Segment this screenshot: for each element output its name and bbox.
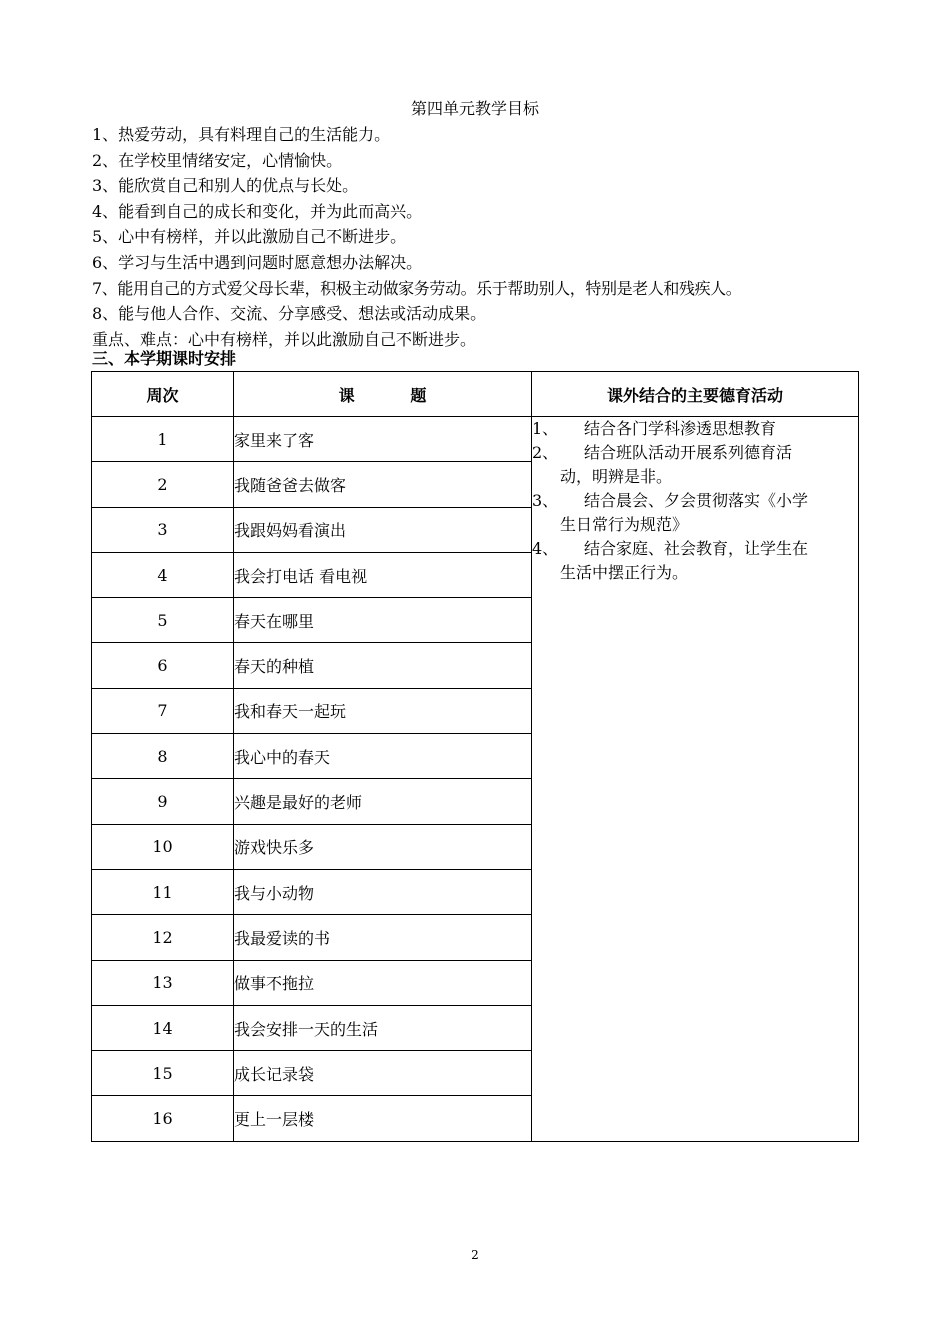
header-topic-text: 课 题: [338, 385, 427, 405]
week-cell: 8: [92, 734, 234, 779]
activity-text-cont: 生日常行为规范》: [560, 515, 689, 534]
activity-item: [532, 489, 858, 537]
goal-item: 6、学习与生活中遇到问题时愿意想办法解决。: [92, 252, 423, 272]
goal-item: 7、能用自己的方式爱父母长辈，积极主动做家务劳动。乐于帮助别人，特别是老人和残疾人。: [92, 278, 742, 298]
week-cell: 14: [92, 1005, 234, 1050]
activity-text: 结合家庭、社会教育，让学生在: [584, 539, 809, 558]
topic-cell: 我随爸爸去做客: [234, 462, 532, 507]
topic-cell: 游戏快乐多: [234, 824, 532, 869]
activity-text: 结合班队活动开展系列德育活: [584, 443, 793, 462]
table-row: [92, 417, 859, 462]
activity-number: 2、: [532, 443, 559, 462]
goal-item: 5、心中有榜样，并以此激励自己不断进步。: [92, 227, 407, 247]
topic-cell: 我与小动物: [234, 869, 532, 914]
activity-item: [532, 537, 858, 585]
week-cell: 7: [92, 688, 234, 733]
activity-text-cont: 动，明辨是非。: [560, 467, 673, 486]
week-cell: 12: [92, 915, 234, 960]
week-cell: 10: [92, 824, 234, 869]
key-points: 重点、难点：心中有榜样，并以此激励自己不断进步。: [92, 329, 477, 349]
week-cell: 1: [92, 417, 234, 462]
topic-cell: 家里来了客: [234, 417, 532, 462]
topic-cell: 我和春天一起玩: [234, 688, 532, 733]
topic-cell: 我最爱读的书: [234, 915, 532, 960]
goal-item: 8、能与他人合作、交流、分享感受、想法或活动成果。: [92, 304, 487, 324]
section-heading: 三、本学期课时安排: [92, 349, 237, 368]
topic-cell: 春天在哪里: [234, 598, 532, 643]
week-cell: 16: [92, 1096, 234, 1141]
week-cell: 4: [92, 552, 234, 597]
week-cell: 2: [92, 462, 234, 507]
goal-item: 3、能欣赏自己和别人的优点与长处。: [92, 176, 359, 196]
activity-number: 3、: [532, 491, 559, 510]
topic-cell: 成长记录袋: [234, 1051, 532, 1096]
week-cell: 13: [92, 960, 234, 1005]
week-cell: 11: [92, 869, 234, 914]
header-activities: 课外结合的主要德育活动: [532, 372, 859, 417]
activity-text: 结合各门学科渗透思想教育: [584, 419, 777, 438]
topic-cell: 我会安排一天的生活: [234, 1005, 532, 1050]
page-number: 2: [471, 1248, 479, 1262]
topic-cell: 我心中的春天: [234, 734, 532, 779]
week-cell: 3: [92, 507, 234, 552]
week-cell: 15: [92, 1051, 234, 1096]
activity-text: 结合晨会、夕会贯彻落实《小学: [584, 491, 809, 510]
topic-cell: 兴趣是最好的老师: [234, 779, 532, 824]
table-header-row: [92, 372, 859, 417]
week-cell: 9: [92, 779, 234, 824]
activity-text-cont: 生活中摆正行为。: [560, 563, 689, 582]
activity-item: [532, 441, 858, 489]
week-cell: 5: [92, 598, 234, 643]
activity-number: 1、: [532, 419, 559, 438]
goal-item: 1、热爱劳动，具有料理自己的生活能力。: [92, 125, 391, 144]
goal-item: 4、能看到自己的成长和变化，并为此而高兴。: [92, 201, 423, 221]
topic-cell: 更上一层楼: [234, 1096, 532, 1141]
goals-list: [92, 122, 882, 352]
activities-list: [532, 417, 858, 585]
activities-cell: [532, 417, 859, 1142]
header-week: 周次: [92, 372, 234, 417]
topic-cell: 春天的种植: [234, 643, 532, 688]
activity-item: [532, 417, 858, 441]
week-cell: 6: [92, 643, 234, 688]
unit-title: 第四单元教学目标: [410, 99, 539, 118]
topic-cell: 我会打电话 看电视: [234, 552, 532, 597]
goal-item: 2、在学校里情绪安定，心情愉快。: [92, 150, 343, 170]
schedule-table: [91, 371, 859, 1142]
topic-cell: 做事不拖拉: [234, 960, 532, 1005]
topic-cell: 我跟妈妈看演出: [234, 507, 532, 552]
header-topic: [234, 372, 532, 417]
activity-number: 4、: [532, 539, 559, 558]
